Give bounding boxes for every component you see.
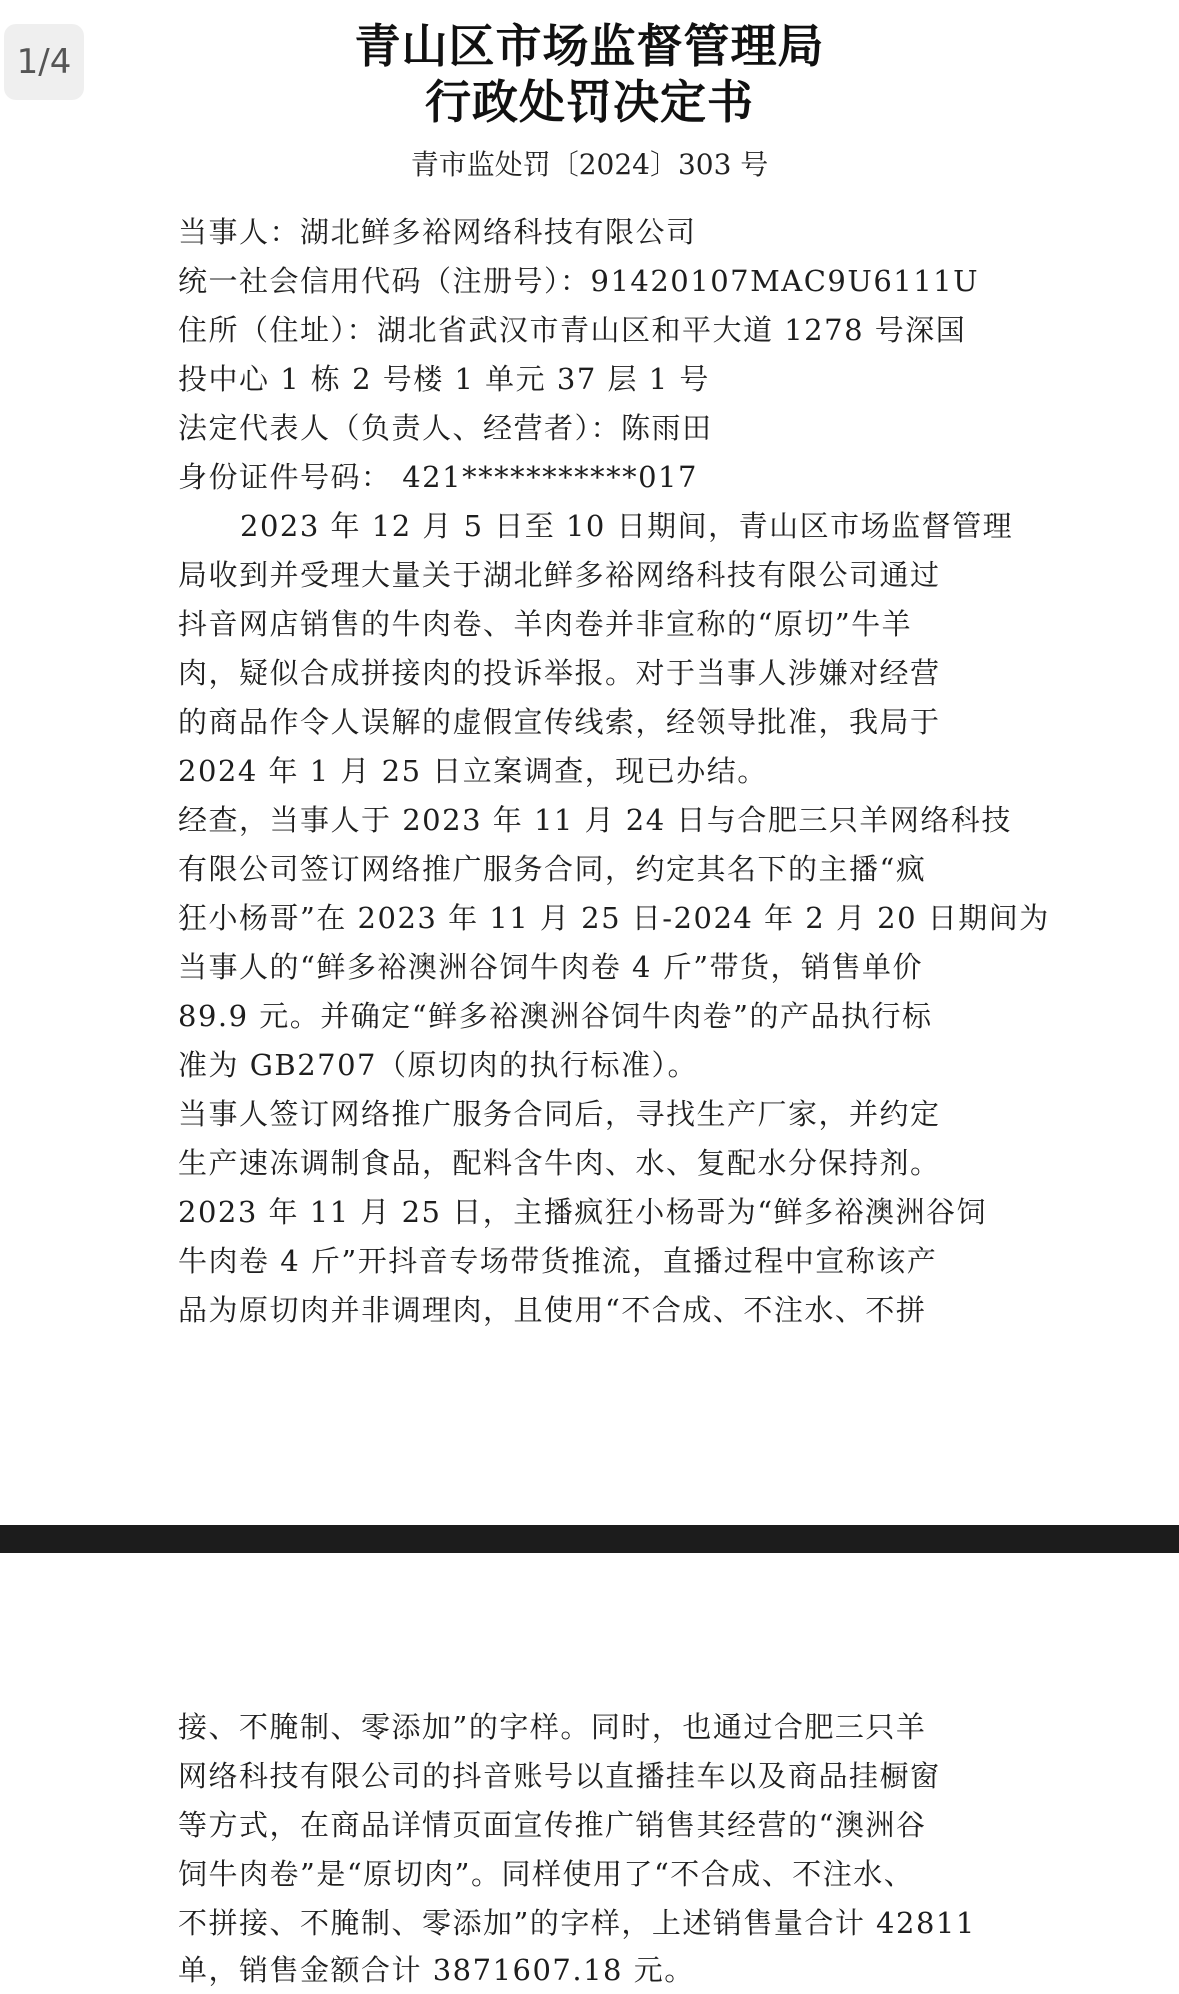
document-title-line1: 青山区市场监督管理局 <box>354 19 825 73</box>
text-line: 抖音网店销售的牛肉卷、羊肉卷并非宣称的“原切”牛羊 <box>178 607 913 641</box>
text-line: 牛肉卷 4 斤”开抖音专场带货推流，直播过程中宣称该产 <box>178 1244 938 1278</box>
text-line: 法定代表人（负责人、经营者）：陈雨田 <box>178 411 713 445</box>
text-line: 局收到并受理大量关于湖北鲜多裕网络科技有限公司通过 <box>178 558 941 592</box>
text-line: 2023 年 11 月 25 日，主播疯狂小杨哥为“鲜多裕澳洲谷饲 <box>178 1195 988 1229</box>
text-line: 2023 年 12 月 5 日至 10 日期间，青山区市场监督管理 <box>240 509 1014 543</box>
text-line: 单，销售金额合计 3871607.18 元。 <box>178 1953 695 1987</box>
text-line: 统一社会信用代码（注册号）：91420107MAC9U6111U <box>178 264 980 298</box>
text-line: 经查，当事人于 2023 年 11 月 24 日与合肥三只羊网络科技 <box>178 803 1012 837</box>
text-line: 有限公司签订网络推广服务合同，约定其名下的主播“疯 <box>178 852 927 886</box>
text-line: 品为原切肉并非调理肉，且使用“不合成、不注水、不拼 <box>178 1293 927 1327</box>
text-line: 2024 年 1 月 25 日立案调查，现已办结。 <box>178 754 768 788</box>
text-line: 饲牛肉卷”是“原切肉”。同样使用了“不合成、不注水、 <box>178 1857 915 1891</box>
text-line: 的商品作令人误解的虚假宣传线索，经领导批准，我局于 <box>178 705 941 739</box>
document-number: 青市监处罚〔2024〕303 号 <box>410 148 769 181</box>
text-line: 网络科技有限公司的抖音账号以直播挂车以及商品挂橱窗 <box>178 1759 941 1793</box>
page-indicator: 1/4 <box>4 24 84 100</box>
text-line: 当事人：湖北鲜多裕网络科技有限公司 <box>178 215 697 249</box>
text-line: 当事人签订网络推广服务合同后，寻找生产厂家，并约定 <box>178 1097 941 1131</box>
text-line: 89.9 元。并确定“鲜多裕澳洲谷饲牛肉卷”的产品执行标 <box>178 999 933 1033</box>
text-line: 准为 GB2707（原切肉的执行标准）。 <box>178 1048 698 1082</box>
text-line: 当事人的“鲜多裕澳洲谷饲牛肉卷 4 斤”带货，销售单价 <box>178 950 924 984</box>
text-line: 身份证件号码： 421***********017 <box>178 460 698 494</box>
text-line: 狂小杨哥”在 2023 年 11 月 25 日-2024 年 2 月 20 日期间为 <box>178 901 1050 935</box>
text-line: 等方式，在商品详情页面宣传推广销售其经营的“澳洲谷 <box>178 1808 927 1842</box>
document-title-line2: 行政处罚决定书 <box>425 75 754 129</box>
text-line: 住所（住址）：湖北省武汉市青山区和平大道 1278 号深国 <box>178 313 967 347</box>
text-line: 投中心 1 栋 2 号楼 1 单元 37 层 1 号 <box>178 362 710 396</box>
text-line: 不拼接、不腌制、零添加”的字样，上述销售量合计 42811 <box>178 1906 976 1940</box>
text-line: 接、不腌制、零添加”的字样。同时，也通过合肥三只羊 <box>178 1710 927 1744</box>
page-divider <box>0 1525 1179 1553</box>
text-line: 肉，疑似合成拼接肉的投诉举报。对于当事人涉嫌对经营 <box>178 656 941 690</box>
text-line: 生产速冻调制食品，配料含牛肉、水、复配水分保持剂。 <box>178 1146 941 1180</box>
